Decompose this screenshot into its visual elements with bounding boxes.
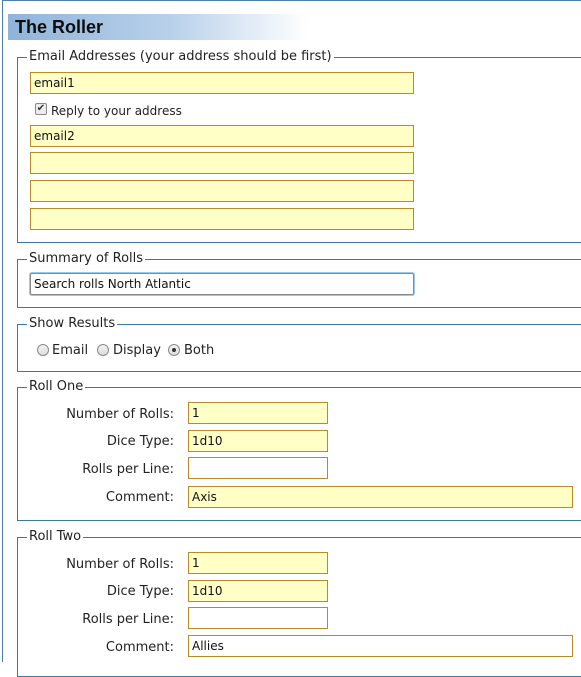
roll-one-number-input[interactable]: 1	[188, 402, 328, 424]
roll-two-number-input[interactable]: 1	[188, 552, 328, 574]
email-addresses-legend: Email Addresses (your address should be first)	[29, 49, 332, 64]
summary-legend: Summary of Rolls	[29, 251, 144, 266]
roll-one-number-label: Number of Rolls:	[66, 407, 174, 422]
reply-checkbox-label: Reply to your address	[51, 104, 182, 118]
radio-display-label: Display	[113, 343, 161, 358]
frame-top-border	[2, 0, 581, 1]
reply-checkbox[interactable]: ✔	[36, 103, 46, 114]
email-field-3[interactable]	[30, 152, 414, 174]
page-title: The Roller	[8, 14, 308, 40]
radio-both[interactable]	[168, 344, 180, 356]
email-field-1[interactable]: email1	[30, 72, 414, 94]
radio-display[interactable]	[97, 344, 109, 356]
roll-two-comment-input[interactable]: Allies	[188, 635, 573, 657]
roll-two-comment-label: Comment:	[105, 640, 174, 655]
roll-one-dice-input[interactable]: 1d10	[188, 430, 328, 452]
radio-email-label: Email	[52, 343, 89, 358]
radio-both-label: Both	[184, 343, 215, 358]
summary-input[interactable]: Search rolls North Atlantic	[30, 273, 414, 295]
roll-two-dice-input[interactable]: 1d10	[188, 580, 328, 602]
roll-two-dice-label: Dice Type:	[106, 584, 174, 599]
email-field-5[interactable]	[30, 208, 414, 230]
roll-one-per-line-label: Rolls per Line:	[82, 462, 174, 477]
show-results-legend: Show Results	[29, 316, 116, 331]
roll-two-per-line-label: Rolls per Line:	[82, 612, 174, 627]
roll-one-dice-label: Dice Type:	[106, 434, 174, 449]
radio-email[interactable]	[37, 344, 49, 356]
roll-one-comment-label: Comment:	[105, 490, 174, 505]
roll-two-number-label: Number of Rolls:	[66, 557, 174, 572]
roll-two-legend: Roll Two	[29, 529, 82, 544]
roll-two-per-line-input[interactable]	[188, 607, 328, 629]
roll-one-comment-input[interactable]: Axis	[188, 486, 573, 508]
roll-one-legend: Roll One	[29, 379, 84, 394]
email-field-4[interactable]	[30, 180, 414, 202]
roll-one-per-line-input[interactable]	[188, 457, 328, 479]
frame-left-border	[2, 0, 3, 662]
email-field-2[interactable]: email2	[30, 125, 414, 147]
